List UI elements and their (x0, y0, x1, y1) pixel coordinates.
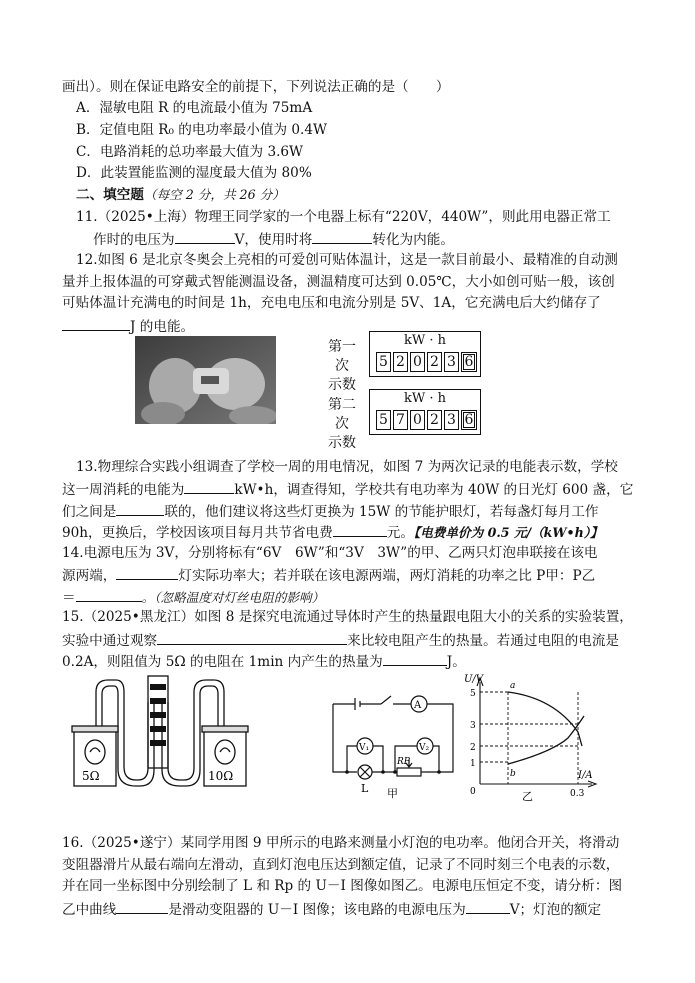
q12-text: J 的电能。 (130, 319, 195, 335)
meter1 (369, 331, 481, 377)
v2-label: V₂ (419, 743, 430, 753)
q15-text-d: J。 (446, 654, 466, 670)
q11-blank-2[interactable] (312, 229, 372, 244)
section-heading (76, 186, 285, 204)
q11-line2 (93, 229, 454, 249)
point-b-label: b (510, 769, 516, 779)
meter2-label-line2: 示数 (328, 435, 356, 451)
q11-line1: 11.（2025•上海）物理王同学家的一个电器上标有“220V，440W”，则此用电器正常工 (76, 209, 611, 225)
q13-line2 (62, 479, 633, 499)
q14-blank-1[interactable] (116, 565, 178, 580)
q16-line2: 变阻器滑片从最右端向左滑动，直到灯泡电压达到额定值，记录了不同时刻三个电表的示数， (62, 857, 620, 873)
q15-line3 (62, 651, 466, 671)
q13-blank-3[interactable] (333, 522, 387, 537)
meter1-digits (376, 352, 477, 372)
y-axis-label: U/V (464, 674, 484, 685)
q15-blank-2[interactable] (383, 651, 447, 666)
meter2-label (322, 396, 362, 453)
y-tick-3: 3 (470, 721, 476, 731)
q12-blank[interactable] (62, 316, 130, 331)
meter1-label-line1: 第一次 (328, 339, 356, 374)
q13-price-note: 【电费单价为 0.5 元/（kW•h）】 (413, 525, 603, 540)
meter1-label (322, 338, 362, 395)
q14-text-c: ＝ (62, 590, 76, 606)
meter1-unit: kW · h (403, 333, 446, 348)
meter2-digit: 3 (444, 410, 459, 430)
q12-line2: 量并上报体温的可穿戴式智能测温设备，测温精度可达到 0.05℃，大小如创可贴一般，该创 (62, 274, 615, 290)
ammeter-label: A (414, 700, 422, 711)
q11-text-b: V，使用时将 (234, 232, 313, 248)
q14-text-b: 灯实际功率大；若并联在该电源两端，两灯消耗的功率之比 P甲：P乙 (178, 568, 596, 584)
meter2-unit: kW · h (403, 391, 446, 406)
meter1-digit: 2 (427, 352, 442, 372)
q16-text-b: 是滑动变阻器的 U－I 图像；该电路的电源电压为 (168, 902, 466, 918)
q16-line3: 并在同一坐标图中分别绘制了 L 和 Rp 的 U－I 图像如图乙。电源电压恒定不变，请分析：图 (62, 878, 623, 894)
meter1-digit-decimal: 6 (461, 352, 477, 372)
q13-blank-1[interactable] (184, 479, 234, 494)
fig9-jia-label: 甲 (387, 787, 398, 800)
q15-blank-1[interactable] (157, 630, 347, 645)
meter2-digits (376, 410, 477, 430)
q14-note: 。（忽略温度对灯丝电阻的影响） (141, 590, 325, 605)
q15-text-b: 来比较电阻产生的热量。若通过电阻的电流是 (347, 633, 620, 649)
thermometer-photo-image (135, 336, 276, 424)
v1-label: V₁ (359, 743, 370, 753)
q13-line1: 13.物理综合实践小组调查了学校一周的用电情况，如图 7 为两次记录的电能表示数，学校 (76, 459, 618, 475)
meter1-digit: 5 (376, 352, 391, 372)
q11-text-a: 作时的电压为 (93, 232, 175, 248)
q13-text-c: 们之间是 (62, 504, 117, 520)
meter2-digit: 5 (376, 410, 391, 430)
q12-line1: 12.如图 6 是北京冬奥会上亮相的可爱创可贴体温计，这是一款目前最小、最精准的自动测 (76, 252, 618, 268)
q15-text-c: 0.2A，则阻值为 5Ω 的电阻在 1min 内产生的热量为 (62, 654, 383, 670)
meter2-label-line1: 第二次 (328, 397, 356, 432)
q15-line2 (62, 630, 619, 650)
meter2-digit-decimal: 6 (461, 410, 477, 430)
q16-blank-1[interactable] (116, 899, 168, 914)
meter2-digit: 2 (427, 410, 442, 430)
y-tick-2: 2 (470, 743, 476, 753)
q11-text-c: 转化为内能。 (372, 232, 454, 248)
lamp-label: L (361, 782, 369, 795)
q15-text-a: 实验中通过观察 (62, 633, 158, 649)
meter2-digit: 0 (410, 410, 425, 430)
x-tick-03: 0.3 (570, 789, 585, 799)
q12-line3: 可贴体温计充满电的时间是 1h，充电电压和电流分别是 5V、1A，它充满电后大约储存了 (62, 295, 601, 311)
q14-line1: 14.电源电压为 3V，分别将标有“6V 6W”和“3V 3W”的甲、乙两只灯泡串联接在该电 (62, 545, 598, 561)
meter1-digit: 2 (393, 352, 408, 372)
y-tick-1: 1 (470, 759, 476, 769)
q14-line3 (62, 587, 324, 607)
curve-b (508, 716, 584, 764)
section-title: 二、填空题 (76, 187, 144, 203)
q13-text-e: 90h，更换后，学校因该项目每月共节省电费 (62, 525, 333, 541)
meter1-label-line2: 示数 (328, 377, 356, 393)
q13-blank-2[interactable] (116, 501, 164, 516)
q10-option-c: C．电路消耗的总功率最大值为 3.6W (76, 144, 304, 160)
y-tick-5: 5 (470, 689, 476, 699)
fig8-apparatus (66, 672, 256, 792)
q14-text-a: 源两端， (62, 568, 117, 584)
q16-blank-2[interactable] (466, 899, 510, 914)
origin-label: 0 (470, 787, 476, 797)
q10-option-a: A．湿敏电阻 R 的电流最小值为 75mA (76, 100, 313, 116)
q11-blank-1[interactable] (175, 229, 235, 244)
q16-text-c: V；灯泡的额定 (509, 902, 602, 918)
curve-a (508, 692, 582, 746)
q10-stem-end: 画出）。则在保证电路安全的前提下，下列说法正确的是（ ） (62, 79, 450, 95)
q14-line2 (62, 565, 595, 585)
x-axis-label: I/A (578, 770, 593, 781)
q13-text-a: 这一周消耗的电能为 (62, 482, 185, 498)
q13-text-f: 元。 (386, 525, 414, 541)
q13-text-b: kW•h，调查得知，学校共有电功率为 40W 的日光灯 600 盏，它 (234, 482, 634, 498)
q13-text-d: 联的，他们建议将这些灯更换为 15W 的节能护眼灯，若每盏灯每月工作 (164, 504, 599, 520)
section-note: （每空 2 分，共 26 分） (143, 187, 285, 202)
q13-line4 (62, 522, 603, 542)
q10-option-d: D．此装置能监测的湿度最大值为 80% (76, 165, 312, 181)
q14-blank-2[interactable] (76, 587, 142, 602)
q13-line3 (62, 501, 599, 521)
meter1-digit: 3 (444, 352, 459, 372)
q16-text-a: 乙中曲线 (62, 902, 117, 918)
fig9-graph (462, 672, 602, 802)
point-a-label: a (510, 681, 516, 691)
q12-line4 (62, 316, 194, 336)
fig9-circuit (325, 690, 460, 802)
meter2-digit: 7 (393, 410, 408, 430)
fig8-r2-label: 10Ω (208, 769, 234, 783)
q16-line4 (62, 899, 601, 919)
q10-option-b: B．定值电阻 R₀ 的电功率最小值为 0.4W (76, 122, 327, 138)
fig8-r1-label: 5Ω (82, 769, 100, 783)
meter1-digit: 0 (410, 352, 425, 372)
q15-line1: 15.（2025•黑龙江）如图 8 是探究电流通过导体时产生的热量跟电阻大小的关系的实验装置， (62, 609, 633, 625)
meter2 (369, 389, 481, 435)
q16-line1: 16.（2025•遂宁）某同学用图 9 甲所示的电路来测量小灯泡的电功率。他闭合开关，将滑动 (62, 835, 620, 851)
fig9-yi-label: 乙 (522, 790, 533, 802)
fig6-photo (135, 336, 276, 424)
rp-label: RP (397, 757, 410, 767)
